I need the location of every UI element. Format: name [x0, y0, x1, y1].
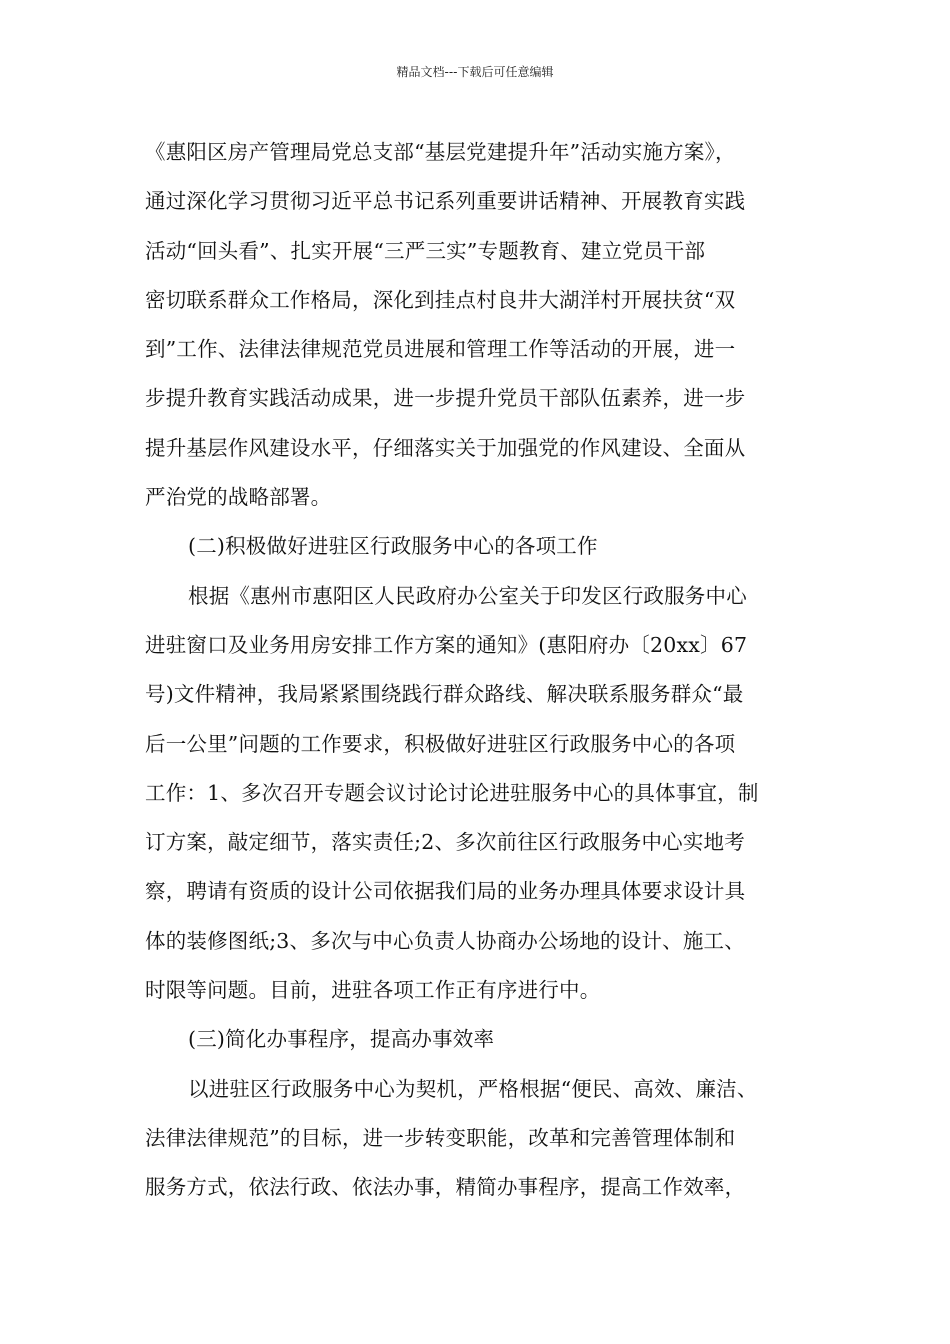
text-line: 到”工作、法律法律规范党员进展和管理工作等活动的开展，进一 [145, 337, 736, 362]
text-line: 以进驻区行政服务中心为契机，严格根据“便民、高效、廉洁、 [188, 1076, 758, 1101]
text-line: 进驻窗口及业务用房安排工作方案的通知》(惠阳府办〔20xx〕67 [145, 632, 748, 657]
page-header: 精品文档---下载后可任意编辑 [396, 65, 554, 79]
text-line: 后一公里”问题的工作要求，积极做好进驻区行政服务中心的各项 [145, 731, 736, 756]
text-line: 密切联系群众工作格局，深化到挂点村良井大湖洋村开展扶贫“双 [145, 287, 736, 312]
text-line: 步提升教育实践活动成果，进一步提升党员干部队伍素养，进一步 [145, 386, 746, 411]
text-line: 活动“回头看”、扎实开展“三严三实”专题教育、建立党员干部 [145, 238, 706, 263]
text-line: 体的装修图纸;3、多次与中心负责人协商办公场地的设计、施工、 [145, 928, 745, 953]
text-line: 法律法律规范”的目标，进一步转变职能，改革和完善管理体制和 [145, 1125, 736, 1150]
text-line: 察，聘请有资质的设计公司依据我们局的业务办理具体要求设计具 [145, 879, 746, 904]
text-line: 号)文件精神，我局紧紧围绕践行群众路线、解决联系服务群众“最 [145, 682, 744, 707]
text-line: 《惠阳区房产管理局党总支部“基层党建提升年”活动实施方案》， [145, 140, 736, 164]
text-line: 通过深化学习贯彻习近平总书记系列重要讲话精神、开展教育实践 [145, 189, 746, 214]
text-line: 根据《惠州市惠阳区人民政府办公室关于印发区行政服务中心 [188, 583, 747, 608]
text-line: 服务方式，依法行政、依法办事，精简办事程序，提高工作效率， [145, 1175, 746, 1200]
text-line: 提升基层作风建设水平，仔细落实关于加强党的作风建设、全面从 [145, 435, 746, 460]
text-line: 订方案，敲定细节，落实责任;2、多次前往区行政服务中心实地考 [145, 830, 745, 855]
text-line: 工作：1、多次召开专题会议讨论讨论进驻服务中心的具体事宜，制 [145, 780, 759, 805]
text-line: 严治党的战略部署。 [145, 485, 332, 510]
text-line: 时限等问题。目前，进驻各项工作正有序进行中。 [145, 978, 601, 1003]
section-heading: (三)简化办事程序，提高办事效率 [188, 1027, 495, 1052]
document-body [145, 128, 820, 1213]
section-heading: (二)积极做好进驻区行政服务中心的各项工作 [188, 534, 598, 559]
